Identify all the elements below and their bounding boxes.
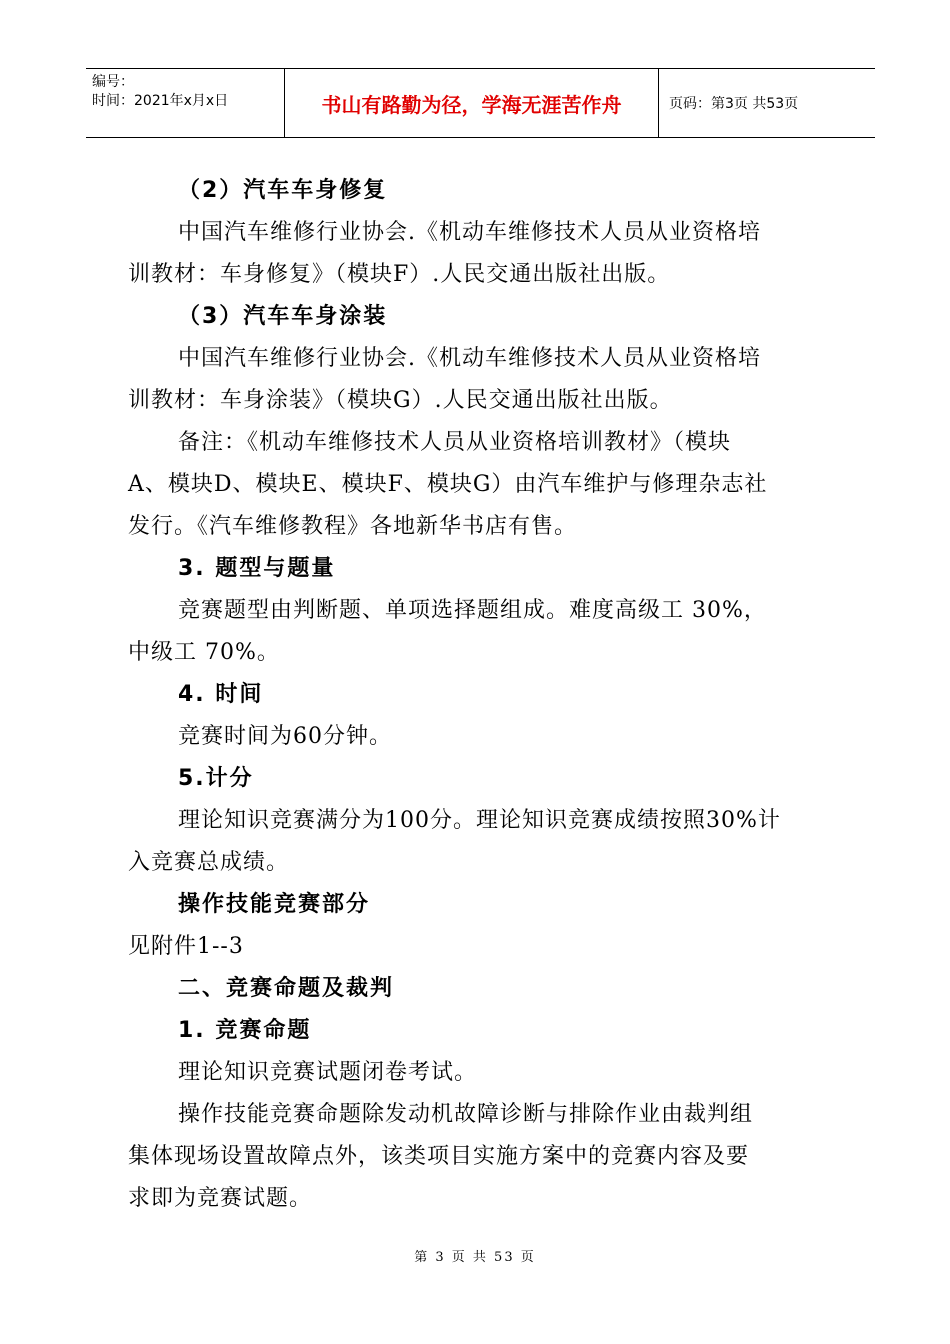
paragraph-line: 求即为竞赛试题。	[128, 1186, 313, 1211]
paragraph-line: 备注：《机动车维修技术人员从业资格培训教材》（模块	[178, 430, 732, 455]
paragraph-line: 竞赛题型由判断题、单项选择题组成。难度高级工 30%，	[178, 598, 767, 623]
section-heading-body-repair: （2）汽车车身修复	[178, 178, 388, 203]
header-page-info: 页码：第3页 共53页	[669, 96, 799, 112]
paragraph-line: A、模块D、模块E、模块F、模块G）由汽车维护与修理杂志社	[128, 472, 768, 497]
paragraph-line: 竞赛时间为60分钟。	[178, 724, 392, 749]
paragraph-line: 训教材：车身涂装》（模块G）.人民交通出版社出版。	[128, 388, 673, 413]
paragraph-line: 理论知识竞赛试题闭卷考试。	[178, 1060, 478, 1085]
section-heading-scoring: 5.计分	[178, 766, 254, 791]
page-header	[86, 68, 875, 138]
paragraph-line: 见附件1--3	[128, 934, 244, 959]
paragraph-line: 中级工 70%。	[128, 640, 280, 665]
section-heading-skills: 操作技能竞赛部分	[178, 892, 371, 917]
document-body	[128, 170, 828, 1220]
paragraph-line: 入竞赛总成绩。	[128, 850, 290, 875]
document-time-label: 时间：2021年x月x日	[92, 93, 229, 109]
header-meta	[86, 69, 285, 137]
section-heading-proposition-judging: 二、竞赛命题及裁判	[178, 976, 395, 1001]
paragraph-line: 发行。《汽车维修教程》各地新华书店有售。	[128, 514, 578, 539]
section-heading-question-types: 3. 题型与题量	[178, 556, 336, 581]
header-motto: 书山有路勤为径，学海无涯苦作舟	[285, 69, 659, 137]
section-heading-proposition: 1. 竞赛命题	[178, 1018, 312, 1043]
section-heading-time: 4. 时间	[178, 682, 264, 707]
paragraph-line: 训教材：车身修复》（模块F）.人民交通出版社出版。	[128, 262, 671, 287]
section-heading-body-painting: （3）汽车车身涂装	[178, 304, 388, 329]
paragraph-line: 中国汽车维修行业协会.《机动车维修技术人员从业资格培	[178, 220, 761, 245]
paragraph-line: 理论知识竞赛满分为100分。理论知识竞赛成绩按照30%计	[178, 808, 781, 833]
document-number-label: 编号：	[92, 74, 134, 90]
paragraph-line: 集体现场设置故障点外，该类项目实施方案中的竞赛内容及要	[128, 1144, 750, 1169]
paragraph-line: 操作技能竞赛命题除发动机故障诊断与排除作业由裁判组	[178, 1102, 754, 1127]
page-footer: 第 3 页 共 53 页	[414, 1250, 536, 1265]
paragraph-line: 中国汽车维修行业协会.《机动车维修技术人员从业资格培	[178, 346, 761, 371]
